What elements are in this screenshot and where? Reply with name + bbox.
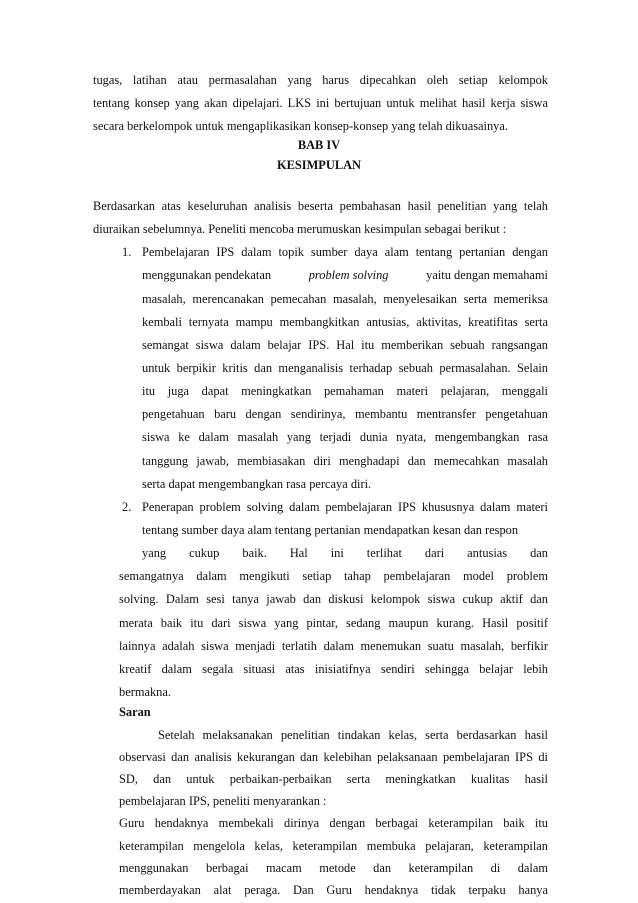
item-2-line-9: bermakna. — [119, 684, 171, 699]
saran-line-5: Guru hendaknya membekali dirinya dengan berbagai keterampilan baik itu — [119, 816, 548, 831]
saran-title: Saran — [119, 705, 151, 720]
item-2-line-6: merata baik itu dari siswa yang pintar, sedang maupun kurang. Hasil positif — [119, 615, 548, 630]
para-line-1: Berdasarkan atas keseluruhan analisis beserta pembahasan hasil penelitian yang telah — [93, 198, 548, 213]
saran-line-1: Setelah melaksanakan penelitian tindakan kelas, serta berdasarkan hasil — [158, 727, 548, 742]
item-1-number: 1. — [122, 245, 132, 260]
saran-line-2: observasi dan analisis kekurangan dan kelebihan pelaksanaan pembelajaran IPS di — [119, 749, 548, 764]
item-1-line-2 — [142, 267, 548, 283]
saran-line-3: SD, dan untuk perbaikan-perbaikan serta meningkatkan kualitas hasil — [119, 771, 548, 786]
item-1-line-3: masalah, merencanakan pemecahan masalah, menyelesaikan serta memeriksa — [142, 291, 548, 306]
item-1-line-9: siswa ke dalam masalah yang terjadi dunia nyata, mengembangkan rasa — [142, 430, 548, 445]
item-2-line-2: tentang sumber daya alam tentang pertanian mendapatkan kesan dan respon — [142, 522, 519, 537]
item-1-line-6: untuk berpikir kritis dan menganalisis terhadap sebuah permasalahan. Selain — [142, 360, 548, 375]
intro-line-1: tugas, latihan atau permasalahan yang harus dipecahkan oleh setiap kelompok — [93, 73, 548, 87]
item-1-line-2-a: menggunakan pendekatan — [142, 268, 272, 283]
item-2-line-1: Penerapan problem solving dalam pembelajaran IPS khususnya dalam materi — [142, 499, 548, 514]
item-1-line-5: semangat siswa dalam belajar IPS. Hal itu memberikan sebuah rangsangan — [142, 337, 548, 352]
item-1-line-1: Pembelajaran IPS dalam topik sumber daya alam tentang pertanian dengan — [142, 245, 548, 260]
chapter-title: KESIMPULAN — [277, 158, 361, 173]
saran-line-6: keterampilan mengelola kelas, keterampilan membuka pelajaran, keterampilan — [119, 838, 548, 853]
item-1-line-2-emphasis: problem solving — [308, 268, 389, 283]
item-1-line-10: tanggung jawab, membiasakan diri menghadapi dan memecahkan masalah — [142, 453, 548, 468]
item-2-line-7: lainnya adalah siswa menjadi terlatih dalam menemukan suatu masalah, berfikir — [119, 638, 548, 653]
item-1-line-4: kembali ternyata mampu membangkitkan antusias, aktivitas, kreatifitas serta — [142, 314, 548, 329]
item-1-line-7: itu juga dapat meningkatkan pemahaman materi pelajaran, menggali — [142, 384, 548, 398]
intro-line-3: secara berkelompok untuk mengaplikasikan konsep-konsep yang telah dikuasainya. — [93, 119, 508, 134]
chapter-number: BAB IV — [297, 137, 341, 152]
item-2-line-3: yang cukup baik. Hal ini terlihat dari antusias dan — [142, 546, 548, 560]
item-1-line-11: serta dapat mengembangkan rasa percaya diri. — [142, 476, 372, 491]
saran-line-4: pembelajaran IPS, peneliti menyarankan : — [119, 794, 327, 809]
item-1-line-8: pengetahuan baru dengan sendirinya, membantu mentransfer pengetahuan — [142, 407, 548, 422]
item-2-line-4: semangatnya dalam mengikuti setiap tahap pembelajaran model problem — [119, 569, 548, 584]
item-1-line-2-b: yaitu dengan memahami — [426, 268, 548, 283]
intro-line-2: tentang konsep yang akan dipelajari. LKS ini bertujuan untuk melihat hasil kerja siswa — [93, 96, 548, 111]
item-2-line-8: kreatif dalam segala situasi atas inisiatifnya sendiri sehingga belajar lebih — [119, 661, 548, 676]
item-2-number: 2. — [122, 499, 132, 514]
para-line-2: diuraikan sebelumnya. Peneliti mencoba merumuskan kesimpulan sebagai berikut : — [93, 222, 507, 236]
saran-line-8: memberdayakan alat peraga. Dan Guru hendaknya tidak terpaku hanya — [119, 883, 548, 897]
item-2-line-5: solving. Dalam sesi tanya jawab dan diskusi kelompok siswa cukup aktif dan — [119, 592, 548, 607]
saran-line-7: menggunakan berbagai macam metode dan keterampilan di dalam — [119, 860, 548, 875]
